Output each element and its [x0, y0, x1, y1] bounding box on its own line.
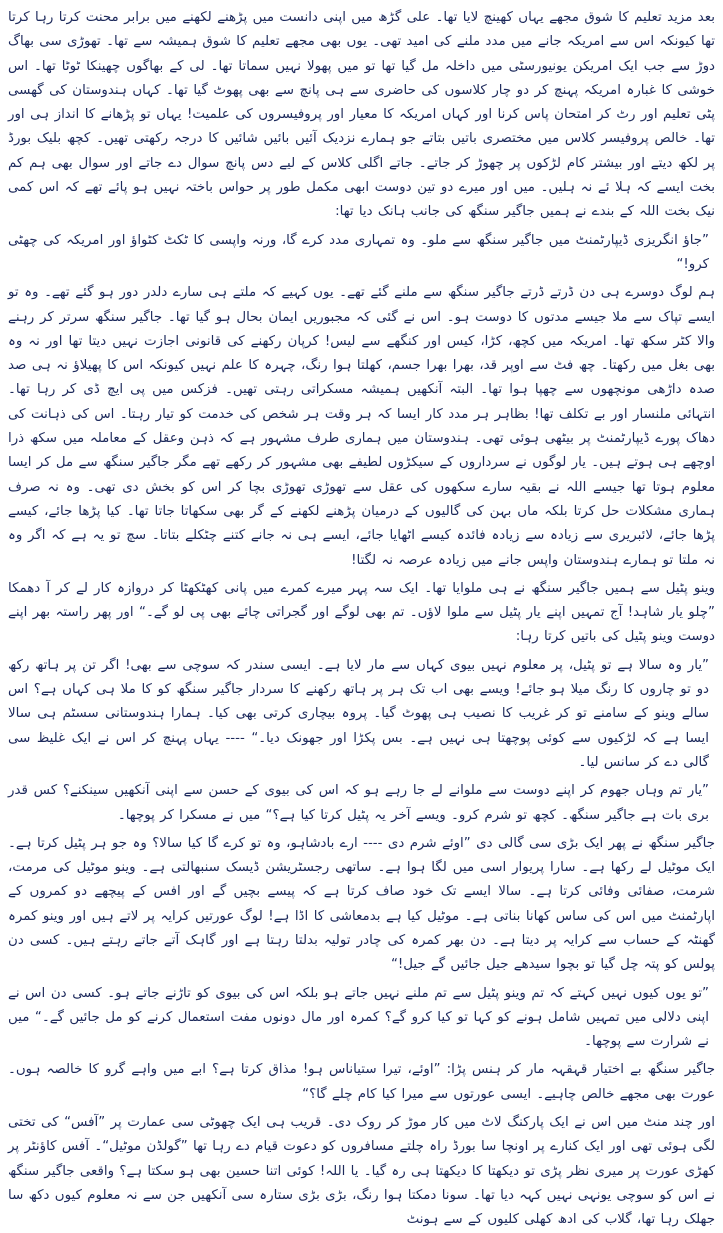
paragraph-arrival-golden-motel: اور چند منٹ میں اس نے ایک پارکنگ لاٹ میں کار موڑ کر روک دی۔ قریب ہی ایک چھوٹی سی عمارت پر ”آفس“ کی تختی لگی ہوئی تھی اور ایک کنارے پر اونچا سا بورڈ راہ چلتے مسافروں کو دعوت قیام دے رہا تھا ”گولڈن موٹیل“۔ آفس کاؤنٹر پر کھڑی عورت پر میری نظر پڑی تو دیکھتا کا دیکھتا ہی رہ گیا۔ یا اللہ! کوئی اتنا حسین بھی ہو سکتا ہے؟ واقعی جاگیر سنگھ نے اس کو سوچی یونہی نہیں کہہ دیا تھا۔ سونا دمکتا ہوا رنگ، بڑی بڑی ستارہ سی آنکھیں جن سے نہ معلوم کیوں دکھ سا جھلک رہا تھا، گلاب کی ادھ کھلی کلیوں کے سے ہونٹ	[8, 1115, 715, 1228]
paragraph-jagir-laughs: جاگیر سنگھ بے اختیار قہقہہ مار کر ہنس پڑا: ”اوئے، تیرا ستیاناس ہو! مذاق کرتا ہے؟ ابے میں واہے گرو کا خالصہ ہوں۔ عورت بھی مجھے خالص چاہیے۔ ایسی عورتوں سے میرا کیا کام چلے گا؟“	[8, 1062, 715, 1102]
paragraph-motel-description: جاگیر سنگھ نے پھر ایک بڑی سی گالی دی ”اوئے شرم دی ---- ارے بادشاہو، وہ تو کرے گا کیا سالا؟ وہ جو ہر پٹیل کرتا ہے۔ ایک موٹیل لے رکھا ہے۔ سارا پریوار اسی میں لگا ہوا ہے۔ ساتھی رجسٹریشن ڈیسک سنبھالتی ہے۔ وینو موٹیل کی مرمت، شرمت، صفائی وفائی کرتا ہے۔ سالا ایسے تک خود صاف کرتا ہے کہ پیسے بچیں گے اور افس کے پیچھے دو کمروں کے اپارٹمنٹ میں اس کی ساس کھانا بناتی ہے۔ موٹیل کیا ہے بدمعاشی کا اڈا ہے! لوگ عورتیں کرایہ پر لاتے ہیں اور وینو کمرہ گھنٹہ کے حساب سے کرایہ پر دیتا ہے۔ دن بھر کمرہ کی چادر تولیہ بدلتا رہتا ہے اور گاہک آتے جاتے رہتے ہیں۔ کسی دن پولس کو پتہ چل گیا تو بچوا سیدھے جیل جائیں گے جیل!“	[8, 835, 715, 973]
paragraph-intro: بعد مزید تعلیم کا شوق مجھے یہاں کھینچ لایا تھا۔ علی گڑھ میں اپنی دانست میں پڑھنے لکھنے میں برابر محنت کرتا رہا کرتا تھا کیونکہ اس سے امریکہ جانے میں مدد ملنے کی امید تھی۔ یوں بھی مجھے تعلیم کا شوق ہمیشہ سے تھا۔ تھوڑی سی بھاگ دوڑ سے جب ایک امریکن یونیورسٹی میں داخلہ مل گیا تھا تو میں پھولا نہیں سماتا تھا۔ لی کے بھاگوں چھینکا ٹوٹا تھا۔ اس خوشی کا غبارہ امریکہ پہنچ کر دو چار کلاسوں کی حاضری سے ہی پانچ سے بھی پھوٹ گیا تھا۔ کہاں ہندوستان کی گھسی پٹی تعلیم اور رٹ کر امتحان پاس کرنا اور کہاں امریکہ کا معیار اور پروفیسروں کی علمیت! یہاں تو پڑھانے کا انداز ہی اور تھا۔ خالص پروفیسر کلاس میں مختصری باتیں بتاتے جو ہمارے نزدیک آئیں بائیں شائیں کا درجہ رکھتی تھیں۔ کچھ بلیک بورڈ پر لکھ دیتے اور بیشتر کام لڑکوں پر چھوڑ کر جاتے۔ جاتے اگلی کلاس کے لیے دس پانچ سوال دے جاتے اور سوال بھی ہم کم بخت ایسے کہ ہلا ئے نہ ہلیں۔ میں اور میرے دو تین دوست ابھی مکمل طور پر حواس باختہ نہیں ہو پائے تھے کہ اس کمی نیک بخت اللہ کے بندے نے ہمیں جاگیر سنگھ کی جانب ہانک دیا تھا:	[8, 10, 715, 220]
paragraph-meeting-veenu-patel: وینو پٹیل سے ہمیں جاگیر سنگھ نے ہی ملوایا تھا۔ ایک سہ پہر میرے کمرے میں پانی کھٹکھٹا کر دروازہ کار لے کر آ دھمکا ”چلو یار شاہد! آج تمہیں اپنے یار پٹیل سے ملوا لاؤں۔ تم بھی لوگے اور گجراتی چائے بھی پی لو گے۔“ اور پھر راستہ بھر اپنے دوست وینو پٹیل کی باتیں کرتا رہا:	[8, 580, 715, 645]
paragraph-narrator-question: ”یار تم وہاں جھوم کر اپنے دوست سے ملوانے لے جا رہے ہو کہ اس کی بیوی کے حسن سے اپنی آنکھیں سینکنے؟ کس قدر بری بات ہے جاگیر سنگھ۔ کچھ تو شرم کرو۔ ویسے آخر یہ پٹیل کرتا کیا ہے؟“ میں نے مسکرا کر پوچھا۔	[8, 783, 709, 823]
paragraph-professor-quote: ”جاؤ انگریزی ڈیپارٹمنٹ میں جاگیر سنگھ سے ملو۔ وہ تمہاری مدد کرے گا، ورنہ واپسی کا ٹکٹ کٹواؤ اور امریکہ کی چھٹی کرو!“	[8, 232, 709, 272]
paragraph-jagir-on-patel-wife: ”یار وہ سالا ہے تو پٹیل، پر معلوم نہیں بیوی کہاں سے مار لایا ہے۔ ایسی سندر کہ سوچی سے بھی! اگر تن پر ہاتھ رکھ دو تو چاروں کا رنگ میلا ہو جائے! ویسے بھی اب تک ہر پر ہاتھ رکھنے کا سردار جاگیر سنگھ کو کا ملا ہی کہاں ہے؟ اس سالے وینو کے سامنے تو کر غریب کا نصیب ہی پھوٹ گیا۔ پروہ بیچاری کرتی بھی کیا۔ ہمارا ہندوستانی سسٹم ہی سالا ایسا ہے کہ لڑکیوں سے کوئی پوچھتا ہی نہیں ہے۔ بس پکڑا اور جھونک دیا۔“ ---- یہاں پہنچ کر اس نے ایک غلیظ سی گالی دے کر سانس لیا۔	[8, 657, 709, 770]
paragraph-jagir-singh-description: ہم لوگ دوسرے ہی دن ڈرتے ڈرتے جاگیر سنگھ سے ملنے گئے تھے۔ یوں کہیے کہ ملتے ہی سارے دلدر دور ہو گئے تھے۔ وہ تو ایسے تپاک سے ملا جیسے مدتوں کا دوست ہو۔ اس نے گئی کہ مجبوریں ایمان بحال ہو گیا تھا۔ جاگیر سنگھ سرتر کر رہنے والا کٹر سکھ تھا۔ امریکہ میں کچھ، کڑا، کیس اور کنگھے سے لیس! کرپان رکھنے کی قانونی اجازت نہیں دیتا تھا اور نہ وہ بھی بغل میں رکھتا۔ چھ فٹ سے اوپر قد، بھرا بھرا جسم، کھلتا ہوا رنگ، چہرہ کا علم نہیں کیونکہ اس کا پھیلاؤ نہ ہی صد صدہ داڑھی مونچھوں سے چھپا ہوا تھا۔ البتہ آنکھیں ہمیشہ مسکراتی رہتی تھیں۔ فزکس میں پی ایچ ڈی کر رہا تھا۔ انتہائی ملنسار اور بے تکلف تھا! بظاہر ہر مدد کار ایسا کہ ہر وقت ہر شخص کی خدمت کو تیار رہتا۔ اس کی ذہانت کی دھاک پورے ڈیپارٹمنٹ پر بیٹھی ہوئی تھی۔ ہندوستان میں ہماری طرف مشہور ہے کہ ذہن وعقل کے معاملہ میں سکھ ذرا اوچھے ہی ہوتے ہیں۔ یار لوگوں نے سرداروں کے سیکڑوں لطیفے بھی مشہور کر رکھے تھے مگر جاگیر سنگھ سے مل کر ایسا معلوم ہوتا تھا جیسے اللہ نے بقیہ سارے سکھوں کی عقل سے تھوڑی تھوڑی بچا کر اس کو بخش دی تھی۔ وہ نہ صرف ہماری مشکلات حل کرتا بلکہ ماں بہن کی گالیوں کے درمیان پڑھنے لکھنے کے گر بھی سکھاتا جاتا تھا۔ کیا پڑھا جائے، کیسے پڑھا جائے، لائبریری سے زیادہ سے زیادہ فائدہ کیسے اٹھایا جائے، ایسے ہی نہ جانے کتنے چٹکلے بتاتا۔ سچ تو یہ ہے کہ اگر وہ نہ ملتا تو ہمارے ہندوستان واپس جانے میں زیادہ عرصہ نہ لگتا!	[8, 285, 715, 568]
paragraph-narrator-tease: ”تو یوں کیوں نہیں کہتے کہ تم وینو پٹیل سے تم ملنے نہیں جاتے ہو بلکہ اس کی بیوی کو تاڑنے جاتے ہو۔ کسی دن اس نے اپنی دلالی میں تمہیں شامل ہونے کو کہا تو کیا کرو گے؟ کمرہ اور مال دونوں مفت استعمال کرنے کو مل جائیں گے۔“ میں نے شرارت سے پوچھا۔	[8, 985, 709, 1050]
